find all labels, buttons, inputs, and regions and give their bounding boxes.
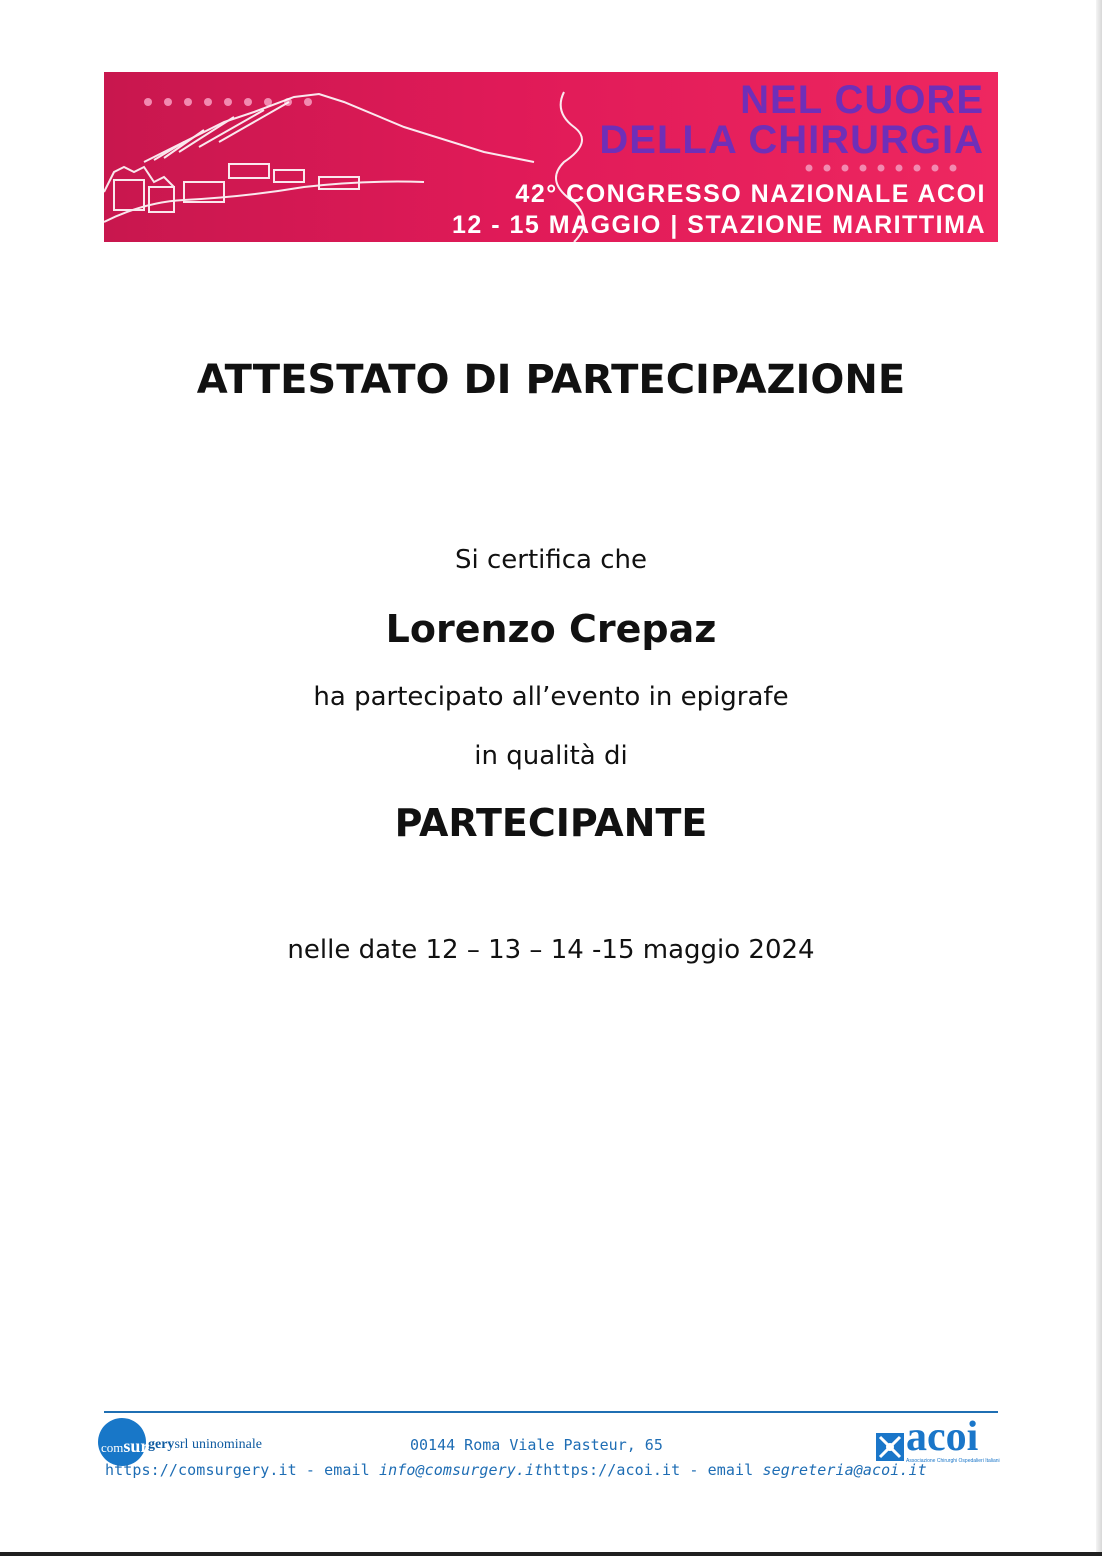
participant-name: Lorenzo Crepaz bbox=[385, 607, 717, 651]
comsurgery-site-link[interactable]: https://comsurgery.it - email bbox=[105, 1461, 379, 1479]
acoi-logo-caption: Associazione Chirurghi Ospedalieri Italiani bbox=[906, 1458, 1000, 1464]
acoi-emblem-icon bbox=[876, 1433, 904, 1461]
capacity-intro: in qualità di bbox=[474, 741, 628, 771]
comsurgery-logo-prefix: com bbox=[101, 1440, 124, 1455]
footer-divider bbox=[104, 1411, 998, 1413]
certificate-intro: Si certifica che bbox=[454, 545, 648, 575]
comsurgery-logo-rest bbox=[148, 1437, 262, 1453]
page-bottom-border bbox=[0, 1552, 1102, 1556]
event-dates: nelle date 12 – 13 – 14 -15 maggio 2024 bbox=[287, 935, 815, 965]
page-edge-shadow bbox=[1096, 0, 1102, 1556]
banner-title-line1: NEL CUORE bbox=[740, 78, 984, 122]
banner-subtitle-line2: 12 - 15 MAGGIO | STAZIONE MARITTIMA bbox=[451, 211, 986, 239]
footer-address: 00144 Roma Viale Pasteur, 65 bbox=[410, 1436, 663, 1454]
congress-banner bbox=[104, 72, 998, 242]
acoi-site-link[interactable]: https://acoi.it - email bbox=[543, 1461, 763, 1479]
banner-title-line2: DELLA CHIRURGIA bbox=[599, 118, 984, 162]
comsurgery-email-link[interactable]: info@comsurgery.it bbox=[378, 1461, 544, 1479]
footer-contacts bbox=[105, 1461, 927, 1479]
participation-statement: ha partecipato all’evento in epigrafe bbox=[313, 682, 789, 712]
acoi-email-link[interactable]: segreteria@acoi.it bbox=[762, 1461, 927, 1479]
comsurgery-logo bbox=[101, 1436, 148, 1457]
acoi-logo: acoi bbox=[906, 1414, 979, 1460]
participant-role: PARTECIPANTE bbox=[394, 801, 708, 845]
comsurgery-logo-mid: sur bbox=[123, 1436, 149, 1456]
comsurgery-logo-suffix: srl uninominale bbox=[174, 1437, 262, 1452]
certificate-title: ATTESTATO DI PARTECIPAZIONE bbox=[196, 357, 906, 403]
banner-subtitle-line1: 42° CONGRESSO NAZIONALE ACOI bbox=[515, 180, 986, 208]
comsurgery-logo-gery: gery bbox=[148, 1437, 175, 1452]
